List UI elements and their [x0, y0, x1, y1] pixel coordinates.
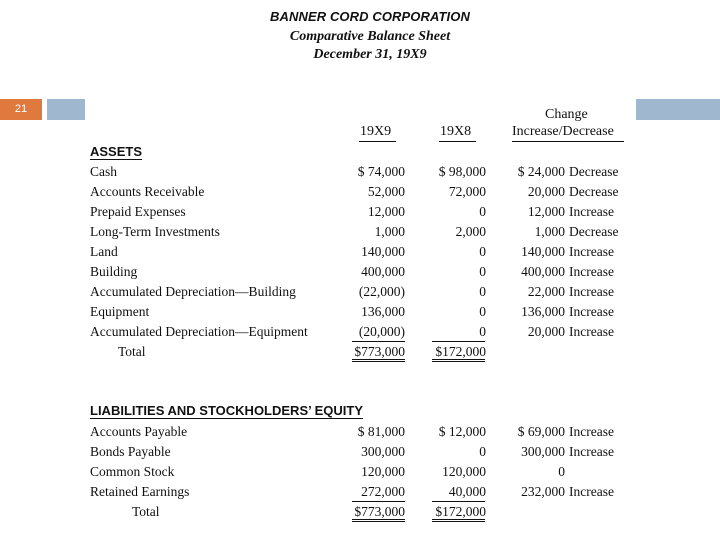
change-direction: Increase — [569, 304, 614, 319]
change-direction: Decrease — [569, 184, 619, 199]
company-name: BANNER CORD CORPORATION — [270, 9, 470, 24]
row-label: Accounts Receivable — [90, 184, 205, 199]
row-label: Accumulated Depreciation—Equipment — [90, 324, 308, 339]
value-19x9: $ 74,000 — [357, 164, 405, 179]
value-19x8: 0 — [479, 244, 486, 259]
row-label: Building — [90, 264, 138, 279]
table-row — [0, 442, 720, 462]
column-header-change: Change — [545, 107, 588, 122]
total-double-rule-19x9 — [352, 519, 405, 522]
value-19x9: 120,000 — [361, 464, 405, 479]
change-direction: Increase — [569, 204, 614, 219]
change-amount: 1,000 — [534, 224, 565, 239]
total-19x8: $172,000 — [435, 344, 486, 359]
change-amount: 140,000 — [521, 244, 565, 259]
value-19x8: 0 — [479, 264, 486, 279]
column-header-19x8: 19X8 — [440, 124, 472, 139]
row-label: Prepaid Expenses — [90, 204, 186, 219]
change-amount: $ 24,000 — [517, 164, 565, 179]
accent-bar-right — [636, 99, 720, 120]
total-double-rule-19x8 — [432, 519, 485, 522]
table-row — [0, 262, 720, 282]
total-19x8: $172,000 — [435, 504, 486, 519]
change-amount: 300,000 — [521, 444, 565, 459]
table-row — [0, 322, 720, 342]
change-amount: 20,000 — [527, 324, 565, 339]
column-header-19x9: 19X9 — [360, 124, 392, 139]
value-19x9: 136,000 — [361, 304, 405, 319]
change-amount: 400,000 — [521, 264, 565, 279]
value-19x8: 2,000 — [455, 224, 486, 239]
value-19x9: 1,000 — [374, 224, 405, 239]
change-direction: Increase — [569, 324, 614, 339]
value-19x9: $ 81,000 — [357, 424, 405, 439]
row-label: Retained Earnings — [90, 484, 190, 499]
table-row — [0, 202, 720, 222]
header-underline-change — [512, 141, 624, 142]
change-amount: 12,000 — [527, 204, 565, 219]
total-double-rule-19x9 — [352, 359, 405, 362]
row-label: Cash — [90, 164, 117, 179]
table-row — [0, 282, 720, 302]
value-19x9: 140,000 — [361, 244, 405, 259]
value-19x9: 272,000 — [361, 484, 405, 499]
change-amount: 136,000 — [521, 304, 565, 319]
table-row — [0, 182, 720, 202]
row-label: Long-Term Investments — [90, 224, 220, 239]
change-amount: 0 — [558, 464, 565, 479]
value-19x8: 0 — [479, 284, 486, 299]
value-19x9: 12,000 — [367, 204, 405, 219]
value-19x8: 72,000 — [448, 184, 486, 199]
row-label: Equipment — [90, 304, 150, 319]
header-underline-19x9 — [359, 141, 396, 142]
change-direction: Increase — [569, 424, 614, 439]
change-direction: Increase — [569, 264, 614, 279]
value-19x9: 300,000 — [361, 444, 405, 459]
value-19x9: (20,000) — [358, 324, 405, 339]
assets-heading-text: ASSETS — [90, 144, 143, 159]
statement-title: Comparative Balance Sheet — [289, 29, 451, 44]
total-19x9: $773,000 — [354, 504, 405, 519]
assets-heading — [90, 144, 142, 159]
value-19x8: 0 — [479, 304, 486, 319]
value-19x8: 0 — [479, 324, 486, 339]
value-19x9: 52,000 — [367, 184, 405, 199]
total-double-rule-19x8 — [432, 359, 485, 362]
value-19x8: $ 12,000 — [438, 424, 486, 439]
column-header-increase-decrease: Increase/Decrease — [512, 124, 614, 139]
statement-date: December 31, 19X9 — [313, 47, 427, 62]
value-19x8: $ 98,000 — [438, 164, 486, 179]
change-direction: Decrease — [569, 224, 619, 239]
value-19x8: 120,000 — [442, 464, 486, 479]
total-label: Total — [132, 504, 160, 519]
table-row — [0, 302, 720, 322]
change-amount: 22,000 — [527, 284, 565, 299]
row-label: Bonds Payable — [90, 444, 171, 459]
row-label: Accumulated Depreciation—Building — [90, 284, 296, 299]
value-19x9: (22,000) — [358, 284, 405, 299]
change-amount: $ 69,000 — [517, 424, 565, 439]
liabilities-heading — [90, 403, 363, 418]
row-label: Accounts Payable — [90, 424, 188, 439]
value-19x9: 400,000 — [361, 264, 405, 279]
table-row — [0, 462, 720, 482]
row-label: Land — [90, 244, 118, 259]
slide-number: 21 — [0, 99, 42, 120]
change-direction: Increase — [569, 444, 614, 459]
table-row — [0, 222, 720, 242]
header-underline-19x8 — [439, 141, 476, 142]
value-19x8: 0 — [479, 204, 486, 219]
row-label: Common Stock — [90, 464, 175, 479]
change-direction: Increase — [569, 244, 614, 259]
change-amount: 232,000 — [521, 484, 565, 499]
table-row — [0, 162, 720, 182]
table-row — [0, 242, 720, 262]
change-amount: 20,000 — [527, 184, 565, 199]
change-direction: Increase — [569, 484, 614, 499]
table-row — [0, 482, 720, 502]
change-direction: Increase — [569, 284, 614, 299]
value-19x8: 40,000 — [448, 484, 486, 499]
value-19x8: 0 — [479, 444, 486, 459]
accent-bar-left — [47, 99, 85, 120]
table-row — [0, 422, 720, 442]
total-19x9: $773,000 — [354, 344, 405, 359]
change-direction: Decrease — [569, 164, 619, 179]
liabilities-heading-text: LIABILITIES AND STOCKHOLDERS’ EQUITY — [90, 403, 364, 418]
total-label: Total — [118, 344, 146, 359]
